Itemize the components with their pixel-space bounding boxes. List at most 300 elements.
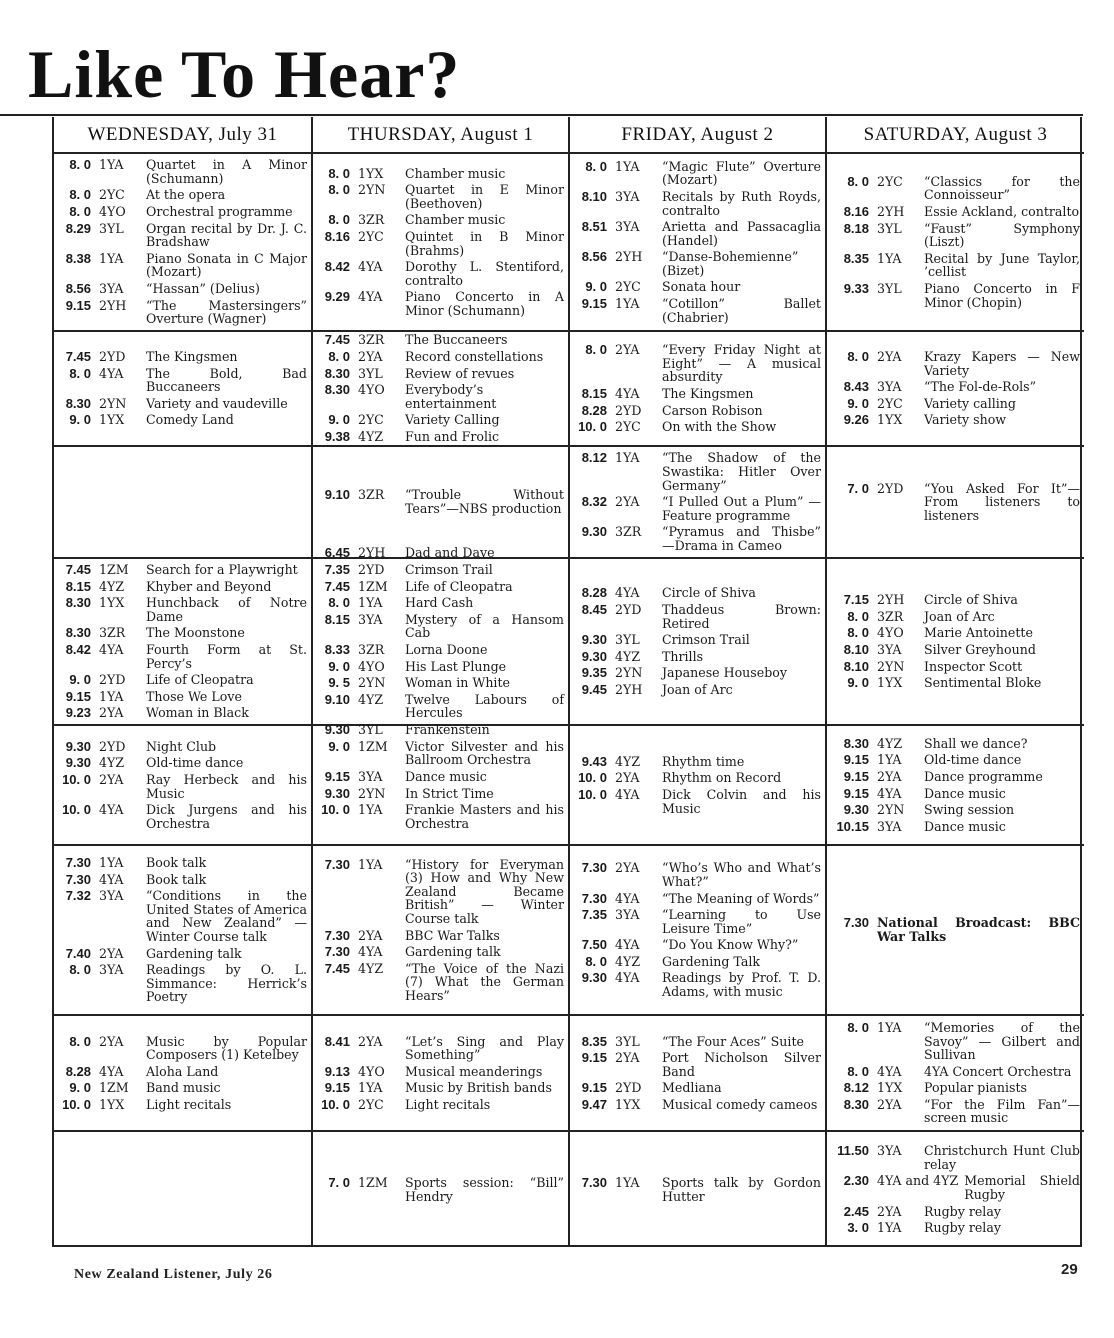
entry-program: Sonata hour (662, 279, 741, 295)
entry-time: 8.51 (581, 219, 607, 235)
entry-time: 8.30 (65, 625, 91, 641)
entry-time: 8. 0 (328, 595, 350, 611)
program-entry (54, 706, 307, 720)
entry-time: 8. 0 (328, 212, 350, 228)
entry-program: Piano Concerto in A Minor (Schumann) (405, 289, 564, 318)
schedule-cell (827, 447, 1084, 559)
entry-time: 7.30 (324, 927, 350, 943)
entry-station: 1YX (99, 412, 125, 428)
entry-time: 8. 0 (328, 349, 350, 365)
entry-station: 3YA (99, 962, 124, 978)
entry-station: 2YC (358, 1096, 384, 1112)
entry-station: 2YC (358, 228, 384, 244)
entry-station: 1ZM (99, 562, 129, 578)
entry-station: 3YA (99, 280, 124, 296)
entry-time: 8.16 (324, 228, 350, 244)
entry-program: The Moonstone (146, 625, 245, 641)
program-entry (54, 756, 307, 770)
entry-program: “The Fol-de-Rols” (924, 379, 1037, 395)
entry-time: 8.42 (324, 259, 350, 275)
entry-time: 9.43 (581, 753, 607, 769)
entry-time: 8.30 (324, 382, 350, 398)
program-entry (570, 343, 821, 384)
program-entry (313, 260, 564, 287)
entry-program: “Classics for the Connoisseur” (924, 173, 1080, 203)
entry-program: Readings by O. L. Simmance: Herrick’s Poetry (146, 962, 307, 1005)
entry-station: 2YA (99, 945, 124, 961)
entry-station: 3YL (358, 721, 383, 737)
entry-station: 4YO (358, 382, 385, 398)
entry-station: 3YL (877, 280, 902, 296)
entry-program: BBC War Talks (405, 927, 500, 943)
program-entry (313, 660, 564, 674)
schedule-cell (313, 1016, 570, 1132)
entry-station: 2YA (358, 1033, 383, 1049)
entry-program: Piano Concerto in F Minor (Chopin) (924, 280, 1080, 310)
entry-program: Quartet in A Minor (Schumann) (146, 157, 307, 186)
entry-time: 3. 0 (847, 1220, 869, 1236)
entry-time: 8.45 (581, 602, 607, 618)
entry-program: Thrills (662, 648, 704, 664)
entry-program: Rhythm time (662, 753, 745, 769)
entry-program: Old-time dance (146, 755, 244, 771)
program-entry (54, 252, 307, 279)
entry-program: Crimson Trail (405, 562, 493, 578)
entry-station: 3ZR (358, 642, 385, 657)
entry-program: Life of Cleopatra (405, 578, 513, 594)
entry-program: The Kingsmen (146, 349, 238, 365)
entry-station: 1ZM (99, 1080, 129, 1096)
program-entry (54, 1065, 307, 1079)
program-entry (827, 175, 1080, 202)
entry-station: 4YO (877, 625, 904, 641)
program-entry (313, 643, 564, 657)
program-entry (313, 367, 564, 381)
entry-station: 1YX (877, 675, 903, 691)
entry-program: “Memories of the Savoy” — Gilbert and Sullivan (924, 1019, 1080, 1063)
entry-time: 7.45 (324, 960, 350, 976)
program-entry (313, 1035, 564, 1062)
entry-station: 1YA (358, 595, 383, 611)
day-header-wednesday: WEDNESDAY, July 31 (54, 117, 313, 154)
entry-program: Fun and Frolic (405, 428, 500, 444)
entry-station: 1YA (615, 450, 640, 466)
schedule-cell (54, 154, 313, 332)
entry-time: 8.16 (843, 204, 869, 220)
entry-program: Dance music (924, 818, 1006, 834)
schedule-cell (54, 559, 313, 726)
program-entry (570, 1176, 821, 1203)
entry-time: 8. 0 (847, 349, 869, 365)
program-entry (570, 788, 821, 815)
entry-program: Woman in White (405, 675, 510, 691)
entry-time: 9.30 (581, 970, 607, 986)
entry-program: Old-time dance (924, 752, 1022, 768)
program-entry (54, 596, 307, 623)
entry-time: 8. 0 (847, 1019, 869, 1035)
program-entry (54, 643, 307, 670)
entry-time: 9. 0 (585, 279, 607, 295)
entry-time: 8. 0 (69, 187, 91, 203)
entry-station: 1YX (615, 1096, 641, 1112)
program-entry (54, 158, 307, 185)
entry-station: 1YX (358, 165, 384, 181)
entry-program: Christchurch Hunt Club relay (924, 1143, 1080, 1172)
schedule-cell (54, 332, 313, 447)
program-entry (570, 892, 821, 906)
entry-time: 9.15 (581, 296, 607, 312)
program-entry (313, 350, 564, 364)
program-entry (570, 650, 821, 664)
entry-program: Carson Robison (662, 402, 763, 418)
entry-program: Rugby relay (924, 1203, 1001, 1219)
entry-station: 2YA (877, 768, 902, 784)
entry-time: 10. 0 (321, 1096, 350, 1112)
entry-station: 3ZR (99, 625, 126, 641)
entry-program: Search for a Playwright (146, 562, 298, 578)
entry-program: Light recitals (405, 1096, 491, 1112)
entry-program: “Who’s Who and What’s What?” (662, 860, 821, 889)
entry-program: Book talk (146, 855, 207, 871)
program-entry (313, 213, 564, 227)
entry-station: 1YA (99, 157, 124, 173)
program-entry (54, 350, 307, 364)
entry-time: 8.30 (843, 735, 869, 751)
program-entry (570, 971, 821, 998)
entry-program: Arietta and Passacaglia (Handel) (662, 219, 821, 248)
program-entry (54, 963, 307, 1004)
program-entry (313, 333, 564, 347)
entry-program: Dick Colvin and his Music (662, 787, 821, 816)
entry-time: 8.28 (581, 585, 607, 601)
entry-station: 1YA (358, 856, 383, 872)
entry-time: 7.30 (581, 890, 607, 906)
entry-time: 8.12 (843, 1080, 869, 1096)
entry-time: 8. 0 (328, 182, 350, 198)
schedule-cell (570, 154, 827, 332)
entry-program: The Buccaneers (405, 332, 508, 348)
program-entry (313, 580, 564, 594)
schedule-cell (570, 559, 827, 726)
entry-time: 8. 0 (69, 365, 91, 381)
schedule-cell (570, 1132, 827, 1247)
entry-program: Port Nicholson Silver Band (662, 1050, 821, 1079)
entry-time: 8.28 (581, 402, 607, 418)
program-entry (827, 1205, 1080, 1219)
schedule-cell (570, 726, 827, 846)
program-entry (570, 387, 821, 401)
program-entry (827, 1174, 1080, 1201)
entry-station: 2YH (877, 592, 905, 608)
entry-program: “Pyramus and Thisbe” —Drama in Cameo (662, 524, 821, 553)
entry-station: 2YA (358, 927, 383, 943)
entry-program: Music by Popular Composers (1) Ketelbey (146, 1033, 307, 1063)
entry-time: 7.15 (843, 592, 869, 608)
entry-station: 4YA (615, 386, 640, 401)
entry-program: Twelve Labours of Hercules (405, 691, 564, 721)
entry-time: 9.45 (581, 681, 607, 697)
program-entry (570, 1035, 821, 1049)
program-entry (313, 613, 564, 640)
entry-time: 7.45 (324, 578, 350, 594)
entry-time: 10. 0 (578, 770, 607, 786)
program-entry (570, 451, 821, 492)
program-entry (827, 1221, 1080, 1235)
schedule-cell (827, 1016, 1084, 1132)
entry-station: 1YA (358, 1080, 383, 1096)
schedule-cell (827, 154, 1084, 332)
entry-time: 9.15 (843, 785, 869, 801)
program-entry (570, 420, 821, 434)
entry-program: Sentimental Bloke (924, 675, 1042, 691)
entry-time: 8.33 (324, 642, 350, 657)
entry-program: Marie Antoinette (924, 625, 1033, 641)
entry-time: 10. 0 (62, 1096, 91, 1112)
entry-station: 2YD (99, 672, 126, 688)
entry-program: Joan of Arc (662, 681, 733, 697)
entry-station: 4YA (358, 259, 383, 275)
entry-program: “Magic Flute” Overture (Mozart) (662, 158, 821, 188)
entry-program: Fourth Form at St. Percy’s (146, 642, 307, 671)
entry-time: 8.10 (581, 188, 607, 204)
top-rule (0, 114, 1083, 116)
program-entry (54, 563, 307, 577)
entry-program: “History for Everyman (3) How and Why New Zealand Became British” — Winter Course talk (405, 856, 564, 926)
program-entry (313, 1065, 564, 1079)
program-entry (54, 740, 307, 754)
entry-time: 11.50 (837, 1143, 869, 1159)
entry-time: 8. 0 (69, 157, 91, 173)
entry-time: 9.26 (843, 412, 869, 428)
program-entry (827, 482, 1080, 523)
program-entry (313, 563, 564, 577)
entry-station: 4YA (99, 802, 124, 818)
entry-program: Piano Sonata in C Major (Mozart) (146, 250, 307, 280)
entry-time: 8.35 (843, 250, 869, 266)
entry-program: National Broadcast: BBC War Talks (877, 915, 1080, 944)
entry-station: 1YX (99, 1096, 125, 1112)
entry-station: 2YC (615, 279, 641, 295)
schedule-cell (827, 846, 1084, 1016)
entry-time: 7.35 (324, 562, 350, 578)
entry-time: 7.45 (65, 562, 91, 578)
program-entry (313, 740, 564, 767)
entry-station: 3ZR (877, 608, 904, 624)
entry-time: 9.13 (324, 1063, 350, 1079)
entry-time: 7.35 (581, 907, 607, 923)
entry-station: 3YA (877, 1143, 902, 1159)
program-entry (313, 290, 564, 317)
entry-station: 4YZ (615, 953, 641, 969)
entry-time: 10. 0 (62, 771, 91, 787)
program-entry (313, 1081, 564, 1095)
entry-time: 8.42 (65, 642, 91, 657)
entry-time: 8.41 (324, 1033, 350, 1049)
program-entry (827, 397, 1080, 411)
entry-time: 8.30 (324, 365, 350, 381)
entry-program: Japanese Houseboy (662, 665, 787, 681)
entry-station: 3YL (877, 220, 902, 236)
entry-time: 8. 0 (585, 953, 607, 969)
entry-time: 9.10 (324, 691, 350, 707)
entry-time: 8. 0 (847, 608, 869, 624)
entry-program: “Trouble Without Tears”—NBS production (405, 487, 564, 516)
entry-station: 1YA (99, 250, 124, 266)
entry-station: 1YA (99, 855, 124, 871)
entry-program: Sports session: “Bill” Hendry (405, 1174, 564, 1204)
entry-time: 9.15 (843, 752, 869, 768)
entry-station: 1ZM (358, 738, 388, 754)
entry-station: 2YA (99, 1033, 124, 1049)
entry-station: 3YA (358, 768, 383, 784)
program-entry (827, 643, 1080, 657)
entry-time: 7. 0 (847, 480, 869, 496)
program-entry (827, 252, 1080, 279)
entry-time: 9.35 (581, 665, 607, 681)
schedule-cell (827, 332, 1084, 447)
entry-program: “I Pulled Out a Plum” —Feature programme (662, 494, 821, 523)
program-entry (570, 297, 821, 324)
program-entry (570, 190, 821, 217)
program-entry (570, 220, 821, 247)
program-entry (827, 626, 1080, 640)
program-entry (570, 1098, 821, 1112)
program-entry (54, 413, 307, 427)
entry-program: Dad and Dave (405, 545, 495, 561)
program-entry (313, 183, 564, 210)
entry-time: 9.30 (324, 721, 350, 737)
entry-time: 7.45 (324, 332, 350, 348)
entry-time: 9.23 (65, 705, 91, 721)
program-entry (570, 938, 821, 952)
entry-program: Thaddeus Brown: Retired (662, 602, 821, 631)
entry-program: “The Meaning of Words” (662, 890, 820, 906)
entry-program: Krazy Kapers — New Variety (924, 349, 1080, 378)
entry-time: 9. 0 (847, 675, 869, 691)
entry-station: 2YA (99, 705, 124, 721)
entry-program: “Cotillon” Ballet (Chabrier) (662, 296, 821, 325)
entry-station: 1ZM (358, 578, 388, 594)
program-entry (570, 771, 821, 785)
program-entry (570, 666, 821, 680)
program-entry (827, 737, 1080, 751)
entry-time: 8. 0 (847, 625, 869, 641)
entry-station: 4YA (615, 970, 640, 986)
entry-time: 8. 0 (69, 204, 91, 220)
entry-station: 1YA (615, 1174, 640, 1190)
entry-program: Aloha Land (146, 1063, 219, 1079)
entry-program: Light recitals (146, 1096, 232, 1112)
program-entry (54, 856, 307, 870)
entry-time: 9. 0 (328, 412, 350, 428)
program-entry (570, 908, 821, 935)
entry-time: 7.45 (65, 349, 91, 365)
entry-program: Chamber music (405, 212, 506, 228)
entry-program: Lorna Doone (405, 642, 488, 657)
schedule-cell (570, 1016, 827, 1132)
entry-station: 3YA (615, 907, 640, 923)
program-entry (54, 367, 307, 394)
entry-station: 4YA (99, 871, 124, 887)
program-entry (313, 929, 564, 943)
entry-station: 2YC (99, 187, 125, 203)
entry-station: 1YA (877, 1220, 902, 1236)
entry-time: 7.30 (581, 860, 607, 876)
program-entry (570, 603, 821, 630)
entry-program: Gardening talk (146, 945, 242, 961)
entry-program: Dance music (924, 785, 1006, 801)
entry-station: 4YZ (358, 960, 384, 976)
entry-program: Dance programme (924, 768, 1043, 784)
entry-time: 8.29 (65, 220, 91, 236)
entry-program: Dorothy L. Stentiford, contralto (405, 259, 564, 288)
entry-time: 9.30 (843, 802, 869, 818)
program-entry (313, 1098, 564, 1112)
program-entry (54, 673, 307, 687)
entry-program: Joan of Arc (924, 608, 995, 624)
entry-program: Readings by Prof. T. D. Adams, with music (662, 970, 821, 1000)
entry-program: Hard Cash (405, 595, 474, 611)
entry-time: 7. 0 (328, 1174, 350, 1190)
entry-station: 4YZ (99, 578, 125, 594)
entry-program: Record constellations (405, 349, 544, 365)
day-header-thursday: THURSDAY, August 1 (313, 117, 570, 154)
entry-program: Mystery of a Hansom Cab (405, 611, 564, 641)
program-entry (827, 676, 1080, 690)
entry-program: Band music (146, 1080, 221, 1096)
entry-program: Victor Silvester and his Ballroom Orchestra (405, 738, 564, 768)
entry-program: “For the Film Fan”— screen music (924, 1096, 1080, 1126)
entry-program: “The Voice of the Nazi (7) What the German Hears” (405, 960, 564, 1003)
entry-program: 4YA Concert Orchestra (924, 1063, 1072, 1079)
footer-publication: New Zealand Listener, July 26 (74, 1267, 273, 1282)
entry-station: 2YA (877, 349, 902, 365)
program-entry (570, 525, 821, 552)
entry-time: 8.35 (581, 1033, 607, 1049)
schedule-cell (827, 559, 1084, 726)
entry-time: 9.30 (324, 785, 350, 801)
entry-program: His Last Plunge (405, 658, 507, 674)
entry-time: 10. 0 (578, 419, 607, 435)
entry-program: “You Asked For It”— From listeners to listeners (924, 480, 1080, 523)
entry-time: 9. 0 (328, 658, 350, 674)
entry-station: 2YA (615, 770, 640, 786)
entry-station: 4YO (358, 658, 385, 674)
entry-station: 2YD (615, 602, 642, 618)
program-entry (54, 205, 307, 219)
entry-time: 9. 5 (328, 675, 350, 691)
entry-program: The Kingsmen (662, 386, 754, 401)
entry-time: 7.30 (581, 1174, 607, 1190)
page-number: 29 (1061, 1261, 1078, 1278)
schedule-cell (54, 1016, 313, 1132)
entry-program: “Faust” Symphony (Liszt) (924, 220, 1080, 250)
entry-time: 8.10 (843, 642, 869, 657)
entry-program: Gardening talk (405, 944, 501, 960)
program-entry (827, 1021, 1080, 1062)
entry-time: 8.30 (843, 1096, 869, 1112)
entry-time: 10. 0 (578, 787, 607, 802)
entry-station: 2YC (877, 395, 903, 411)
entry-station: 3ZR (358, 487, 385, 503)
entry-station: 2YC (615, 419, 641, 435)
entry-program: “Learning to Use Leisure Time” (662, 907, 821, 936)
schedule-cell (54, 447, 313, 559)
schedule-cell (570, 846, 827, 1016)
schedule-cell (313, 154, 570, 332)
entry-station: 4YA (615, 585, 640, 601)
entry-time: 9.38 (324, 428, 350, 444)
